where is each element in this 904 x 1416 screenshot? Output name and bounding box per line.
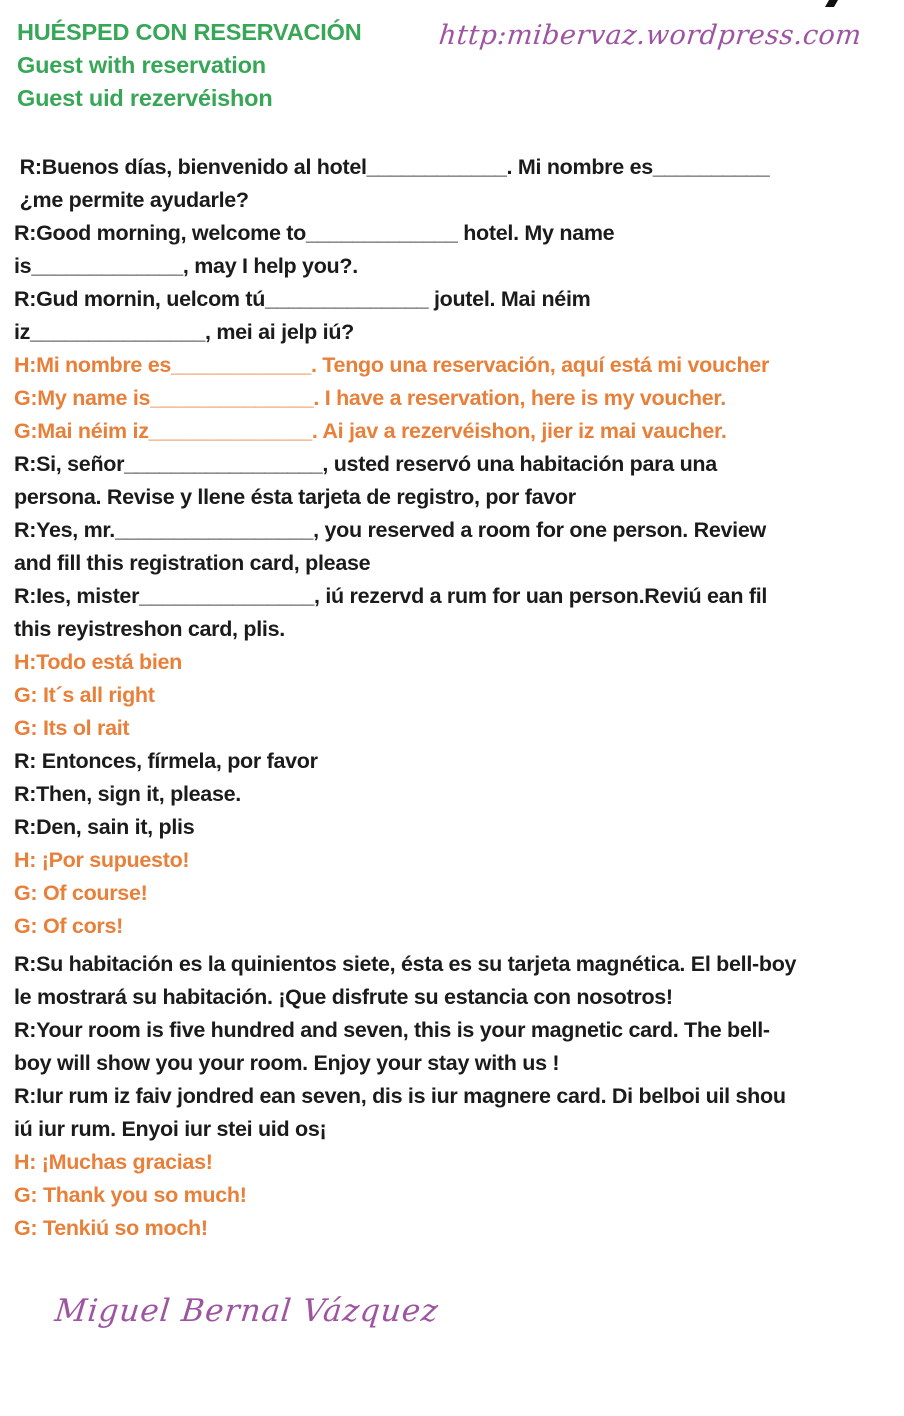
dialogue-line: iz_______________, mei ai jelp iú?: [14, 320, 355, 344]
dialogue-line: is_____________, may I help you?.: [14, 254, 358, 278]
dialogue-line: boy will show you your room. Enjoy your stay with us !: [14, 1051, 560, 1075]
dialogue-line: G: Thank you so much!: [14, 1183, 247, 1207]
dialogue-line: and fill this registration card, please: [14, 551, 371, 575]
dialogue-line: R: Entonces, fírmela, por favor: [14, 749, 318, 773]
dialogue-line: R:Then, sign it, please.: [14, 782, 241, 806]
cropped-character-artifact: [825, 0, 838, 7]
dialogue-line: R:Su habitación es la quinientos siete, ésta es su tarjeta magnética. El bell-boy: [14, 952, 797, 976]
dialogue-line: R:Your room is five hundred and seven, this is your magnetic card. The bell-: [14, 1018, 770, 1042]
blog-url-text: http:mibervaz.wordpress.com: [437, 20, 864, 51]
dialogue-line: G: Its ol rait: [14, 716, 130, 740]
dialogue-line: R:Den, sain it, plis: [14, 815, 195, 839]
dialogue-line: R:Si, señor_________________, usted reservó una habitación para una: [14, 452, 717, 476]
dialogue-line: le mostrará su habitación. ¡Que disfrute su estancia con nosotros!: [14, 985, 673, 1009]
dialogue-line: H:Todo está bien: [14, 650, 182, 674]
dialogue-line: this reyistreshon card, plis.: [14, 617, 285, 641]
dialogue-line: R:Ies, mister_______________, iú rezervd a rum for uan person.Reviú ean fil: [14, 584, 768, 608]
dialogue-line: persona. Revise y llene ésta tarjeta de registro, por favor: [14, 485, 576, 509]
dialogue-line: ¿me permite ayudarle?: [14, 188, 249, 212]
dialogue-line: H: ¡Por supuesto!: [14, 848, 190, 872]
dialogue: [14, 151, 900, 1245]
dialogue-line: G:Mai néim iz______________. Ai jav a rezervéishon, jier iz mai vaucher.: [14, 419, 727, 443]
dialogue-line: H:Mi nombre es____________. Tengo una reservación, aquí está mi voucher: [14, 353, 770, 377]
dialogue-line: R:Yes, mr._________________, you reserved a room for one person. Review: [14, 518, 766, 542]
dialogue-line: G: It´s all right: [14, 683, 155, 707]
dialogue-line: G: Of course!: [14, 881, 148, 905]
dialogue-line: H: ¡Muchas gracias!: [14, 1150, 213, 1174]
title-english: Guest with reservation: [17, 52, 266, 78]
title-phonetic: Guest uid rezervéishon: [17, 85, 273, 111]
dialogue-line: G: Tenkiú so moch!: [14, 1216, 208, 1240]
title-spanish: HUÉSPED CON RESERVACIÓN: [17, 19, 362, 45]
dialogue-line: R:Buenos días, bienvenido al hotel____________. Mi nombre es__________: [14, 155, 770, 179]
dialogue-line: R:Gud mornin, uelcom tú______________ joutel. Mai néim: [14, 287, 591, 311]
author-signature: Miguel Bernal Vázquez: [53, 1293, 441, 1329]
dialogue-line: R:Iur rum iz faiv jondred ean seven, dis is iur magnere card. Di belboi uil shou: [14, 1084, 786, 1108]
dialogue-line: iú iur rum. Enyoi iur stei uid os¡: [14, 1117, 327, 1141]
dialogue-line: R:Good morning, welcome to_____________ hotel. My name: [14, 221, 615, 245]
dialogue-line: G:My name is______________. I have a reservation, here is my voucher.: [14, 386, 726, 410]
dialogue-line: G: Of cors!: [14, 914, 123, 938]
lesson-title-block: [17, 16, 361, 115]
